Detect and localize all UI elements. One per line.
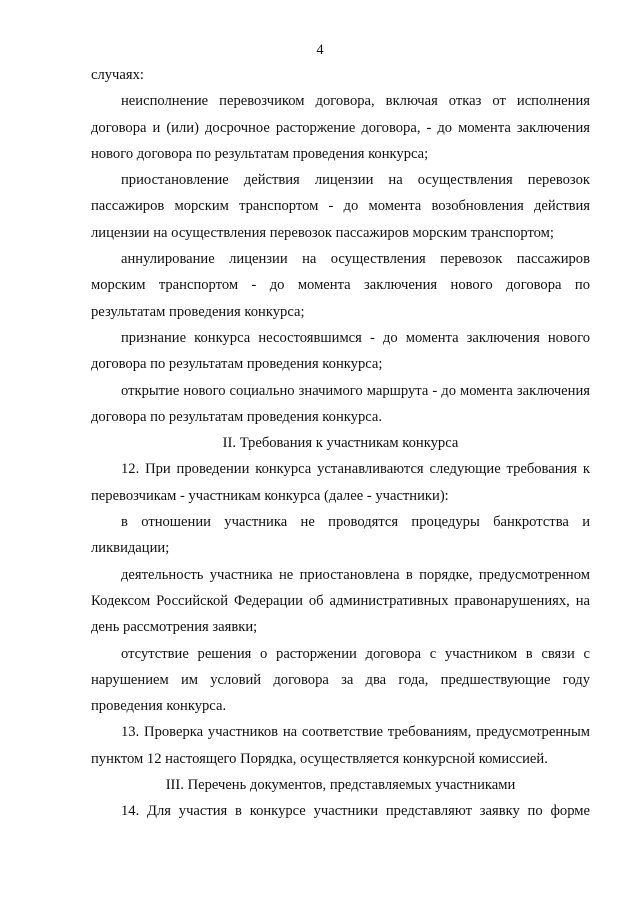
document-body (91, 62, 590, 825)
paragraph-continuation: случаях: (91, 67, 144, 83)
paragraph-license-suspension: приостановление действия лицензии на осуществления перевозок пассажиров морским транспортом - до момента возобновления действия лицензии на осуществления перевозок пассажиров морским транспортом; (91, 172, 590, 241)
paragraph-activity-suspension: деятельность участника не приостановлена в порядке, предусмотренном Кодексом Российской Федерации об административных правонарушениях, на день рассмотрения заявки; (91, 566, 590, 636)
section-heading-documents: III. Перечень документов, представляемых участниками (165, 777, 516, 794)
paragraph-contract-termination: отсутствие решения о расторжении договора с участником в связи с нарушением им условий договора за два года, предшествующие году проведения конкурса. (91, 645, 590, 715)
paragraph-license-annulment: аннулирование лицензии на осуществления перевозок пассажиров морским транспортом - до момента заключения нового договора по результатам проведения конкурса; (91, 251, 590, 320)
paragraph-item-12: 12. При проведении конкурса устанавливаются следующие требования к перевозчикам - участникам конкурса (далее - участники): (91, 461, 590, 504)
page-number: 4 (316, 42, 324, 58)
paragraph-contest-failed: признание конкурса несостоявшимся - до момента заключения нового договора по результатам проведения конкурса; (91, 329, 590, 373)
paragraph-bankruptcy: в отношении участника не проводятся процедуры банкротства и ликвидации; (91, 514, 590, 557)
paragraph-item-13: 13. Проверка участников на соответствие требованиям, предусмотренным пунктом 12 настоящего Порядка, осуществляется конкурсной комиссией. (91, 724, 590, 767)
section-heading-requirements: II. Требования к участникам конкурса (222, 435, 459, 452)
paragraph-nonperformance: неисполнение перевозчиком договора, включая отказ от исполнения договора и (или) досрочное расторжение договора, - до момента заключения нового договора по результатам проведения конкурса; (91, 93, 590, 162)
paragraph-new-route: открытие нового социально значимого маршрута - до момента заключения договора по результатам проведения конкурса. (91, 382, 590, 425)
paragraph-item-14: 14. Для участия в конкурсе участники представляют заявку по форме (121, 803, 590, 820)
